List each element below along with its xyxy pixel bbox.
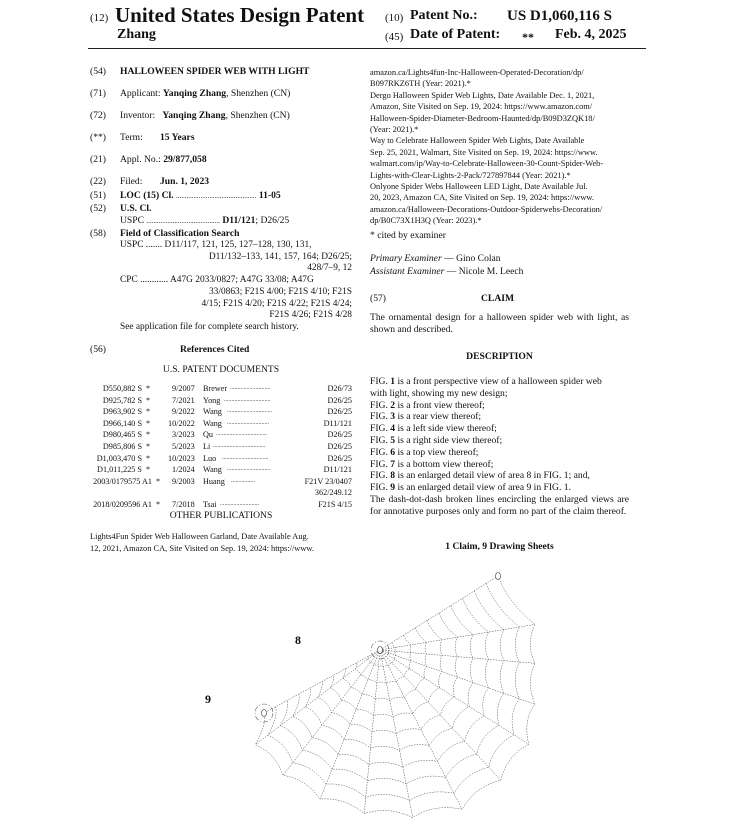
fig-line: FIG. 4 is a left side view thereof; [370,423,497,435]
us-docs-heading: U.S. PATENT DOCUMENTS [162,364,280,375]
description-heading: DESCRIPTION [466,351,533,362]
web-ray [320,650,380,799]
fig-line: FIG. 1 is a front perspective view of a halloween spider web [370,376,602,387]
light-bulb [262,710,267,717]
fig-line: FIG. 9 is an enlarged detail view of area 9 in FIG. 1. [370,482,571,494]
claim-text: The ornamental design for a halloween spider web with light, as shown and described. [370,312,629,335]
web-ring [343,628,427,700]
fig-line: FIG. 6 is a top view thereof; [370,446,479,458]
spider-web-drawing [180,560,540,831]
web-ray [380,650,535,704]
code-12: (12) [90,12,109,24]
description-figures [370,376,629,518]
figure-label-8: 8 [295,633,301,647]
claim-heading: CLAIM [481,293,515,304]
web-ring [280,591,504,784]
header-rule [88,48,646,49]
fig-line: FIG. 2 is a front view thereof; [370,399,485,411]
web-ray [380,650,413,817]
field-52-uspc: USPC .......................................... D11/121; D26/25 [120,215,290,226]
cited-by-examiner: * cited by examiner [370,230,446,241]
claims-sheets: 1 Claim, 9 Drawing Sheets [445,541,554,552]
web-ring [355,635,411,683]
field-58-list: USPC ....... D11/117, 121, 125, 127–128, 130, 131, D11/132–133, 141, 157, 164; D26/25; 428/7–9, 12 CPC ............ A47G 2033/0827; A47G 33/08; A47G 33/0863; F21S 4/00; F21S 4/10; F21S 4/15; F21S 4/20; F21S 4/22; F21S 4/24; F21S 4/26; F21S 4/28 See application file for complete search history. [120,240,352,332]
light-bulb [496,573,501,580]
other-publications-right: amazon.ca/Lights4fun-Inc-Halloween-Operated-Decoration/dp/ B097RKZ6TH (Year: 2021).* Dergo Halloween Spider Web Lights, Date Available Dec. 1, 2021, Amazon, Site Visited on Sep. 19, 2024: https://www.amazon.com/ Halloween-Spider-Diameter-Bedroom-Haunted/dp/B09D3ZQK18/ (Year: 2021).* Way to Celebrate Halloween Spider Web Lights, Date Available Sep. 25, 2021, Walmart, Site Visited on Sep. 19, 2024: https://www. walmart.com/ip/Way-to-Celebrate-Halloween-30-Count-Spider-Web- Lights-with-Clear-Lights-2-Pack/727897844 (Year: 2021).* Onlyone Spider Webs Halloween LED Light, Date Available Jul. 20, 2023, Amazon CA, Site Visited on Sep. 19, 2024: https://www. amazon.ca/Halloween-Decorations-Outdoor-Spiderwebs-Decoration/ dp/B0C73X1H3Q (Year: 2023).* [370,68,604,226]
fig-line: FIG. 3 is a rear view thereof; [370,411,482,423]
other-publication-left: Lights4Fun Spider Web Halloween Garland, Date Available Aug. 12, 2021, Amazon CA, Site Visited on Sep. 19, 2024: https://www. [90,532,314,553]
broken-lines-note: The dash-dot-dash broken lines encircling the enlarged views are for annotative purposes only and form no part of the claim thereof. [370,493,629,517]
claim-code: (57) [370,293,386,304]
inventor-surname: Zhang [117,27,156,42]
date-label: Date of Patent: [410,27,501,42]
web-ray [380,650,535,663]
web-ring [255,576,535,818]
code-45: (45) [385,31,404,43]
patent-number: US D1,060,116 S [507,8,613,24]
web-ring [293,598,489,767]
patent-no-label: Patent No.: [410,8,478,23]
web-ring [330,620,442,717]
figure-label-9: 9 [205,692,211,706]
assistant-examiner: Assistant Examiner — Nicole M. Leech [370,266,524,277]
light-bulb [378,647,383,654]
fig-line: FIG. 5 is a right side view thereof; [370,434,503,446]
us-references-list: D550,882 S * 9/2007 Brewer ........................... D26/73 D925,782 S * 7/2021 Yong ............................... D26/25 D963,902 S * 9/2022 Wang .............................. D26/25 D966,140 S * 10/2022 Wang ............................ D11/121 D980,465 S * 3/2023 Qu .................................. D26/25 D985,806 S * 5/2023 Li ................................... D26/25 D1,003,470 S * 10/2023 Luo ............................... D26/25 D1,011,225 S * 1/2024 Wang ............................. D11/121 2003/0179575 A1 * 9/2003 Huang ................ F21V 23/0407 362/249.12 2018/0209596 A1 * 7/2018 Tsai .......................... F21S 4/15 [93,384,352,509]
fig-line: with light, showing my new design; [370,387,508,399]
web-ring [318,613,458,734]
code-10: (10) [385,12,404,24]
fig-line: FIG. 8 is an enlarged detail view of area 8 in FIG. 1; and, [370,470,590,482]
date-stars: ** [522,30,534,44]
date-value: Feb. 4, 2025 [555,27,627,42]
primary-examiner: Primary Examiner — Gino Colan [370,253,501,264]
other-publications-heading: OTHER PUBLICATIONS [169,510,273,521]
web-ring [268,583,520,800]
web-ring [305,606,473,751]
fig-line: FIG. 7 is a bottom view thereof; [370,458,494,470]
patent-type: United States Design Patent [115,3,365,27]
